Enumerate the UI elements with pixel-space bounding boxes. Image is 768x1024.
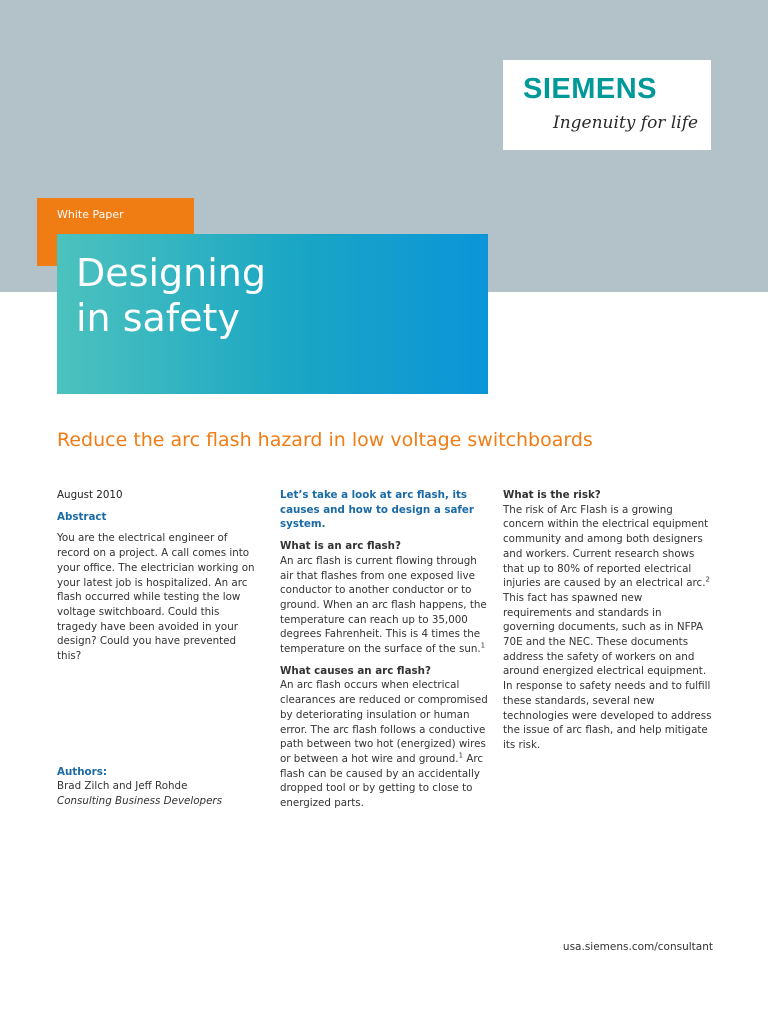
abstract-text: You are the electrical engineer of record on a project. A call comes into your office. The electrician working on your latest job is hospitalized. An arc flash occurred while testing the low voltage switchboard. Could this tragedy have been avoided in your design? Could you have prevented this? xyxy=(57,532,255,663)
risk-text-b: This fact has spawned new requirements and standards in governing documents, such as in NFPA 70E and the NEC. These documents address the safety of workers on and around energized electrical equipment. In response to safety needs and to fulfill these standards, several new technologies were developed to address the issue of arc flash, and help mitigate its risk. xyxy=(503,591,712,751)
section-heading-causes: What causes an arc flash? xyxy=(280,664,431,677)
title-line-1: Designing xyxy=(76,251,266,295)
title-line-2: in safety xyxy=(76,296,240,340)
section-text-risk xyxy=(503,503,713,753)
doc-type-label: White Paper xyxy=(57,208,124,221)
causes-text-b: Arc flash can be caused by an accidentally dropped tool or by getting to close to energized parts. xyxy=(280,752,484,810)
column-abstract xyxy=(57,488,262,809)
abstract-heading: Abstract xyxy=(57,510,107,523)
what-is-text: An arc flash is current flowing through air that flashes from one exposed live conductor to another conductor or to ground. When an arc flash happens, the temperature can reach up to 35,000 degrees Fahrenheit. This is 4 times the temperature on the surface of the sun. xyxy=(280,554,487,656)
logo-tagline: Ingenuity for life xyxy=(553,113,699,133)
risk-text-a: The risk of Arc Flash is a growing concern within the electrical equipment community and among both designers and workers. Current research shows that up to 80% of reported electrical injuries are caused by an electrical arc. xyxy=(503,503,709,590)
column-arc-flash xyxy=(280,488,490,811)
authors-role: Consulting Business Developers xyxy=(57,795,223,808)
footnote-ref: 1 xyxy=(480,641,486,650)
siemens-logo xyxy=(503,60,711,150)
publication-date: August 2010 xyxy=(57,489,123,501)
authors-heading: Authors: xyxy=(57,765,107,778)
section-heading-what-is: What is an arc flash? xyxy=(280,540,401,553)
section-text-what-is xyxy=(280,554,490,657)
footnote-ref: 2 xyxy=(705,575,710,584)
page-title xyxy=(76,251,266,341)
section-heading-risk: What is the risk? xyxy=(503,489,601,501)
footnote-ref: 1 xyxy=(458,751,464,760)
authors-names: Brad Zilch and Jeff Rohde xyxy=(57,780,188,793)
column-risk xyxy=(503,488,713,753)
intro-lead: Let’s take a look at arc flash, its causes and how to design a safer system. xyxy=(280,489,474,531)
causes-text-a: An arc flash occurs when electrical clearances are reduced or compromised by deteriorating insulation or human error. The arc flash follows a conductive path between two hot (energized) wires or between a hot wire and ground. xyxy=(280,679,488,765)
page-subtitle: Reduce the arc flash hazard in low voltage switchboards xyxy=(57,429,593,451)
logo-wordmark: SIEMENS xyxy=(523,73,658,105)
title-box xyxy=(57,234,488,394)
section-text-causes xyxy=(280,678,490,810)
footer-url[interactable]: usa.siemens.com/consultant xyxy=(562,941,713,953)
